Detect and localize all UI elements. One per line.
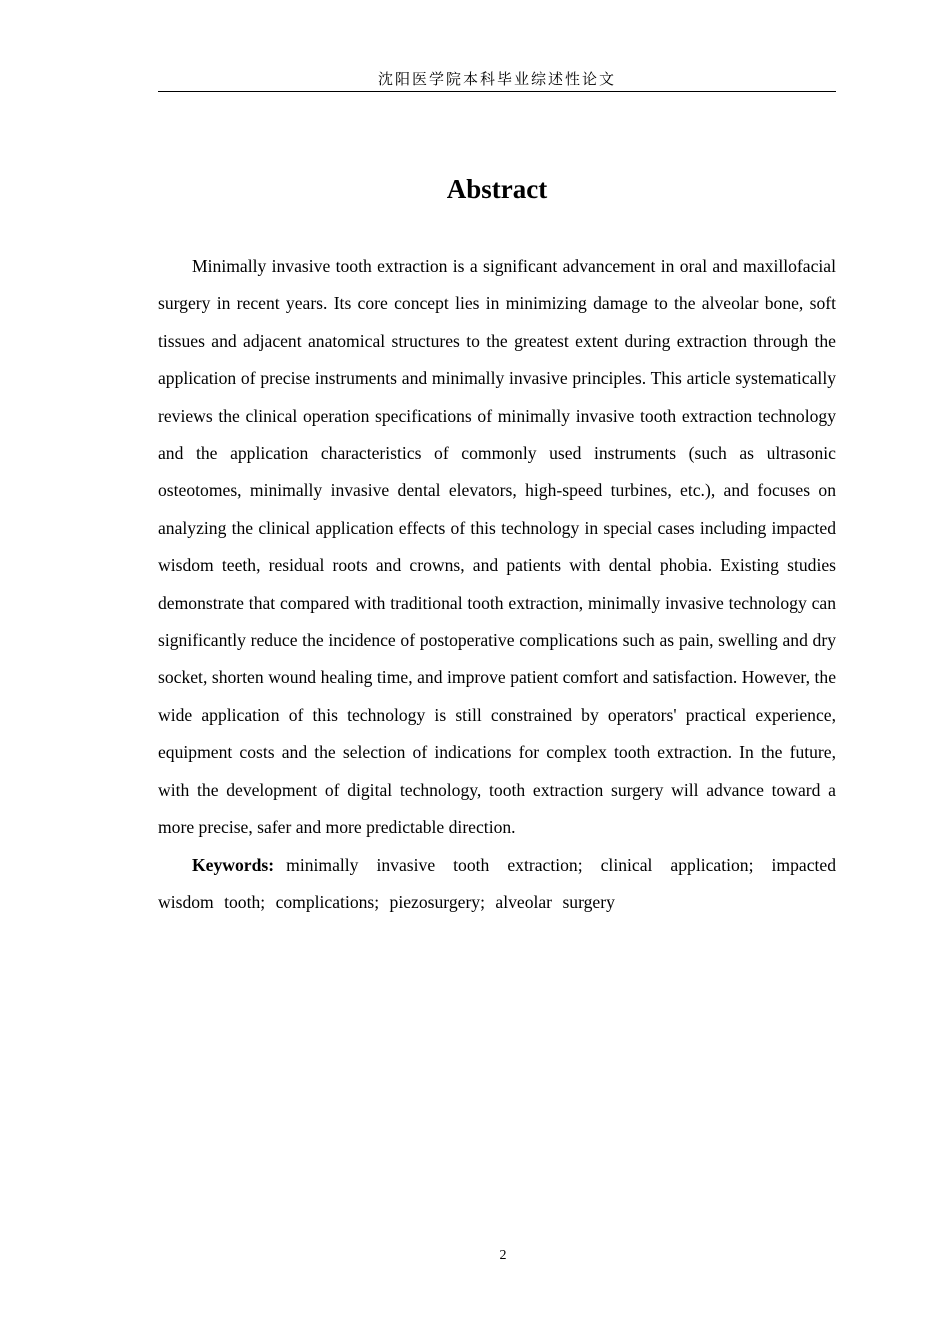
running-header: 沈阳医学院本科毕业综述性论文 <box>377 70 616 88</box>
header-divider <box>158 91 836 92</box>
keywords-line <box>158 847 836 922</box>
page-number: 2 <box>499 1248 507 1263</box>
keywords-value: minimally invasive tooth extraction; clinical application; impacted wisdom tooth; complications; piezosurgery; alveolar surgery <box>158 854 836 912</box>
abstract-title: Abstract <box>446 174 548 204</box>
keywords-label: Keywords: <box>192 854 275 875</box>
abstract-paragraph: Minimally invasive tooth extraction is a significant advancement in oral and maxillofacial surgery in recent years. Its core concept lies in minimizing damage to the alveolar bone, soft tissues and adjacent anatomical structures to the greatest extent during extraction through the application of precise instruments and minimally invasive principles. This article systematically reviews the clinical operation specifications of minimally invasive tooth extraction technology and the application characteristics of commonly used instruments (such as ultrasonic osteotomes, minimally invasive dental elevators, high-speed turbines, etc.), and focuses on analyzing the clinical application effects of this technology in special cases including impacted wisdom teeth, residual roots and crowns, and patients with dental phobia. Existing studies demonstrate that compared with traditional tooth extraction, minimally invasive technology can significantly reduce the incidence of postoperative complications such as pain, swelling and dry socket, shorten wound healing time, and improve patient comfort and satisfaction. However, the wide application of this technology is still constrained by operators' practical experience, equipment costs and the selection of indications for complex tooth extraction. In the future, with the development of digital technology, tooth extraction surgery will advance toward a more precise, safer and more predictable direction. <box>158 256 836 838</box>
abstract-body <box>158 248 836 921</box>
